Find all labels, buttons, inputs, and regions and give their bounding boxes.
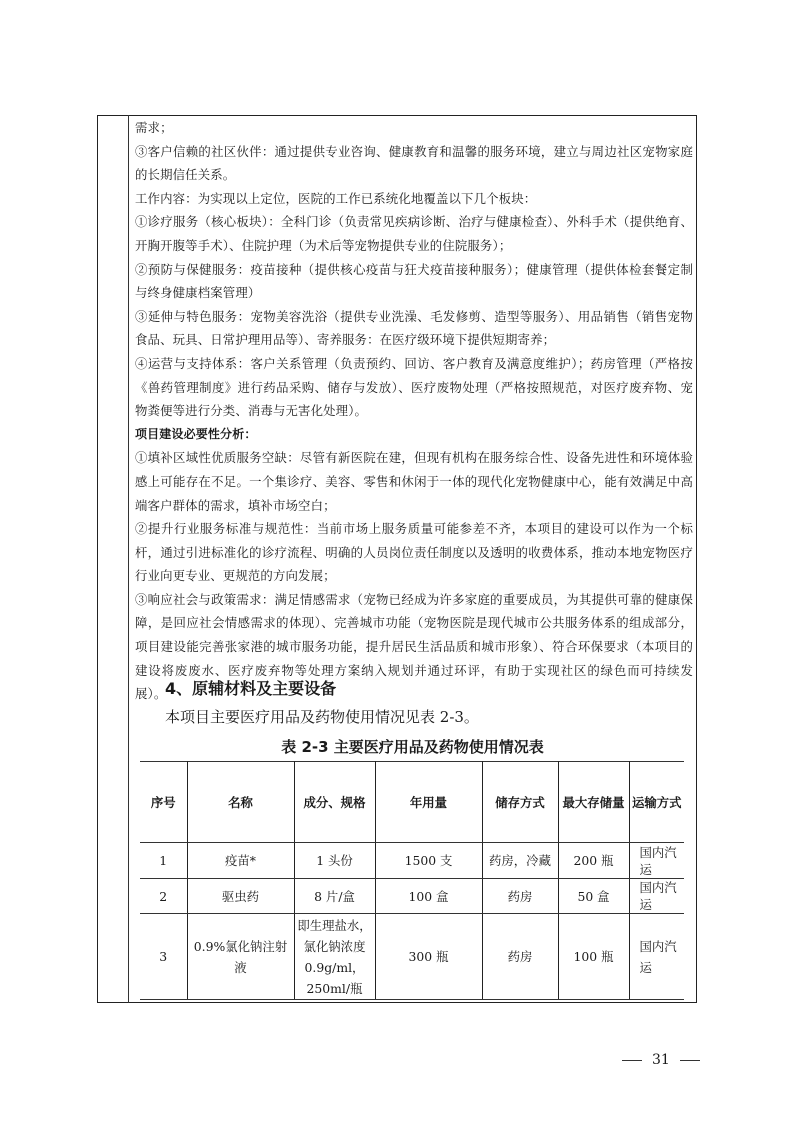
table-cell: 300 瓶 bbox=[375, 914, 482, 1000]
table-cell: 100 瓶 bbox=[558, 914, 629, 1000]
paragraph: ①诊疗服务（核心板块）：全科门诊（负责常见疾病诊断、治疗与健康检查）、外科手术（提供绝育、开胸开腹等手术）、住院护理（为术后等宠物提供专业的住院服务）； bbox=[135, 214, 693, 253]
dash-decoration bbox=[622, 1060, 642, 1061]
column-header: 名称 bbox=[187, 762, 294, 843]
page-number-value: 31 bbox=[652, 1052, 670, 1068]
table-cell: 药房 bbox=[482, 879, 558, 914]
table-cell: 0.9%氯化钠注射液 bbox=[187, 914, 294, 1000]
table-header-row bbox=[140, 762, 684, 843]
column-header: 储存方式 bbox=[482, 762, 558, 843]
table-cell: 1500 支 bbox=[375, 843, 482, 879]
section-heading: 4、原辅材料及主要设备 bbox=[165, 679, 337, 698]
column-header: 年用量 bbox=[375, 762, 482, 843]
paragraph: ③响应社会与政策需求：满足情感需求（宠物已经成为许多家庭的重要成员，为其提供可靠的健康保障，是回应社会情感需求的体现）、完善城市功能（宠物医院是现代城市公共服务体系的组成部分，项目建设能完善张家港的城市服务功能，提升居民生活品质和城市形象）、符合环保要求（本项目的建设将废废水、医疗废弃物等处理方案纳入规划并通过环评，有助于实现社区的绿色而可持续发展）。 bbox=[135, 591, 693, 702]
table-cell: 即生理盐水，氯化钠浓度0.9g/ml，250ml/瓶 bbox=[294, 914, 375, 1000]
column-header: 成分、规格 bbox=[294, 762, 375, 843]
dash-decoration bbox=[680, 1060, 700, 1061]
paragraph: 工作内容：为实现以上定位，医院的工作已系统化地覆盖以下几个板块： bbox=[135, 190, 537, 206]
table-row bbox=[140, 843, 684, 879]
column-header: 运输方式 bbox=[629, 762, 684, 843]
medical-supplies-table bbox=[140, 761, 684, 1000]
table-cell: 疫苗* bbox=[187, 843, 294, 879]
paragraph: ②预防与保健服务：疫苗接种（提供核心疫苗与狂犬疫苗接种服务）；健康管理（提供体检套餐定制与终身健康档案管理） bbox=[135, 261, 693, 301]
column-header: 最大存储量 bbox=[558, 762, 629, 843]
body-text bbox=[135, 116, 693, 706]
section-intro: 本项目主要医疗用品及药物使用情况见表 2-3。 bbox=[165, 708, 479, 726]
table-cell: 1 bbox=[140, 843, 187, 879]
table-cell: 100 盒 bbox=[375, 879, 482, 914]
table-cell: 国内汽运 bbox=[629, 914, 684, 1000]
table-title: 表 2-3 主要医疗用品及药物使用情况表 bbox=[281, 738, 544, 756]
table-cell: 药房 bbox=[482, 914, 558, 1000]
table-cell: 国内汽运 bbox=[629, 843, 684, 879]
table-cell: 药房，冷藏 bbox=[482, 843, 558, 879]
table-cell: 3 bbox=[140, 914, 187, 1000]
table-cell: 50 盒 bbox=[558, 879, 629, 914]
frame-column-divider bbox=[128, 115, 129, 1003]
table-cell: 2 bbox=[140, 879, 187, 914]
paragraph: ③延伸与特色服务：宠物美容洗浴（提供专业洗澡、毛发修剪、造型等服务）、用品销售（销售宠物食品、玩具、日常护理用品等）、寄养服务：在医疗级环境下提供短期寄养； bbox=[135, 308, 693, 348]
table-cell: 国内汽运 bbox=[629, 879, 684, 914]
necessity-heading: 项目建设必要性分析： bbox=[135, 426, 257, 441]
paragraph: 需求； bbox=[135, 120, 173, 135]
table-cell: 8 片/盒 bbox=[294, 879, 375, 914]
table-row bbox=[140, 879, 684, 914]
column-header: 序号 bbox=[140, 762, 187, 843]
table-cell: 200 瓶 bbox=[558, 843, 629, 879]
paragraph: ①填补区域性优质服务空缺：尽管有新医院在建，但现有机构在服务综合性、设备先进性和环境体验感上可能存在不足。一个集诊疗、美容、零售和休闲于一体的现代化宠物健康中心，能有效满足中高端客户群体的需求，填补市场空白； bbox=[135, 450, 693, 513]
paragraph: ③客户信赖的社区伙伴：通过提供专业咨询、健康教育和温馨的服务环境，建立与周边社区宠物家庭的长期信任关系。 bbox=[135, 143, 693, 183]
page-number bbox=[612, 1052, 710, 1068]
table-cell: 1 头份 bbox=[294, 843, 375, 879]
paragraph: ②提升行业服务标准与规范性：当前市场上服务质量可能参差不齐，本项目的建设可以作为一个标杆，通过引进标准化的诊疗流程、明确的人员岗位责任制度以及透明的收费体系，推动本地宠物医疗行业向更专业、更规范的方向发展； bbox=[135, 521, 693, 584]
table-cell: 驱虫药 bbox=[187, 879, 294, 914]
paragraph: ④运营与支持体系：客户关系管理（负责预约、回访、客户教育及满意度维护）；药房管理（严格按《兽药管理制度》进行药品采购、储存与发放）、医疗废物处理（严格按照规范，对医疗废弃物、宠物粪便等进行分类、消毒与无害化处理）。 bbox=[135, 355, 693, 419]
table-row bbox=[140, 914, 684, 1000]
